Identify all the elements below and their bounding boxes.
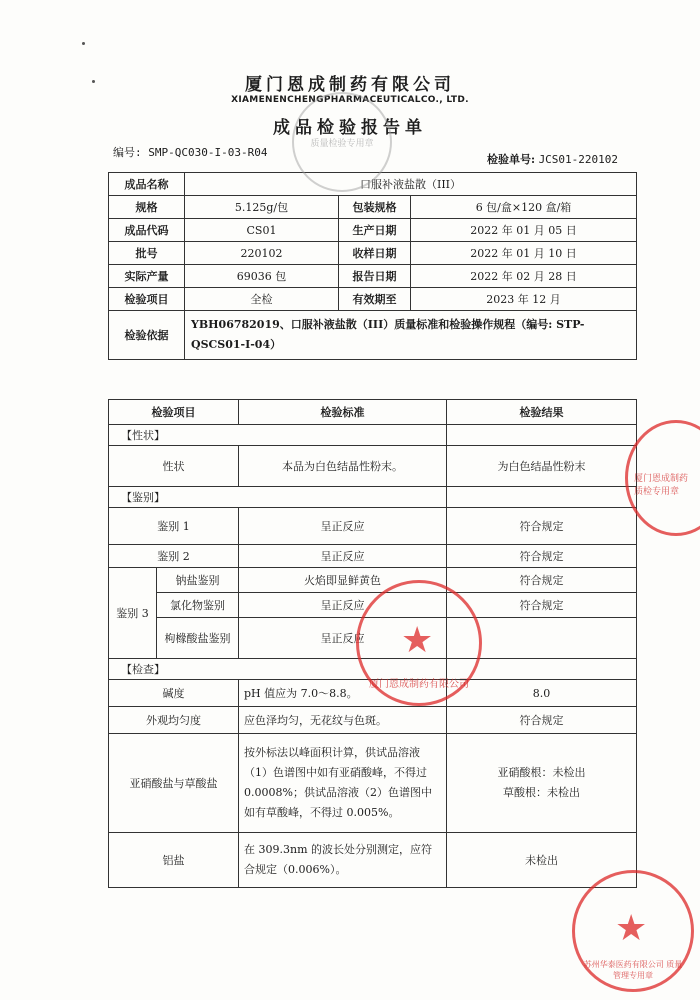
alkalinity-item: 碱度	[109, 680, 239, 707]
inspector-seal-text: 苏州华泰医药有限公司 质量管理专用章	[583, 960, 683, 980]
product-name-label: 成品名称	[109, 173, 185, 196]
nitrite-item: 亚硝酸盐与草酸盐	[109, 734, 239, 833]
pack-spec-value: 6 包/盒×120 盒/箱	[411, 196, 637, 219]
pack-spec-label: 包装规格	[339, 196, 411, 219]
report-date-value: 2022 年 02 月 28 日	[411, 265, 637, 288]
id1-standard: 呈正反应	[239, 508, 447, 545]
uniformity-standard: 应色泽均匀，无花纹与色斑。	[239, 707, 447, 734]
company-name-en: XIAMENENCHENGPHARMACEUTICALCO., LTD.	[231, 95, 469, 105]
id2-standard: 呈正反应	[239, 545, 447, 568]
aluminum-result: 未检出	[447, 833, 637, 888]
report-number-value: JCS01-220102	[538, 153, 619, 166]
sampling-date-value: 2022 年 01 月 10 日	[411, 242, 637, 265]
col-header-item: 检验项目	[109, 400, 239, 425]
col-header-result: 检验结果	[447, 400, 637, 425]
table-row	[109, 734, 637, 833]
company-name-cn: 厦门恩成制药有限公司	[245, 75, 455, 95]
company-seal-stamp	[356, 580, 482, 706]
document-code: 编号: SMP-QC030-I-03-R04	[113, 146, 268, 159]
qa-seal-stamp	[292, 92, 392, 192]
uniformity-result: 符合规定	[447, 707, 637, 734]
appearance-standard: 本品为白色结晶性粉末。	[239, 446, 447, 487]
sodium-standard: 火焰即显鲜黄色	[239, 568, 447, 593]
spec-value: 5.125g/包	[185, 196, 339, 219]
aluminum-item: 铝盐	[109, 833, 239, 888]
product-code-value: CS01	[185, 219, 339, 242]
section-row	[109, 487, 637, 508]
validity-value: 2023 年 12 月	[411, 288, 637, 311]
product-name-value: 口服补液盐散（III）	[185, 173, 637, 196]
spec-label: 规格	[109, 196, 185, 219]
table-row	[109, 508, 637, 545]
uniformity-item: 外观均匀度	[109, 707, 239, 734]
chloride-item: 氯化物鉴别	[157, 593, 239, 618]
report-date-label: 报告日期	[339, 265, 411, 288]
product-code-label: 成品代码	[109, 219, 185, 242]
nitrite-result	[447, 734, 637, 833]
table-row	[109, 707, 637, 734]
sampling-date-label: 收样日期	[339, 242, 411, 265]
table-row	[109, 288, 637, 311]
chloride-standard: 呈正反应	[239, 593, 447, 618]
table-row	[109, 242, 637, 265]
table-row	[109, 265, 637, 288]
table-row	[109, 446, 637, 487]
citrate-standard: 呈正反应	[239, 618, 447, 659]
test-items-value: 全检	[185, 288, 339, 311]
table-row	[109, 568, 637, 593]
citrate-item: 枸橼酸盐鉴别	[157, 618, 239, 659]
section-row	[109, 425, 637, 446]
nitrite-standard: 按外标法以峰面积计算，供试品溶液（1）色谱图中如有亚硝酸峰，不得过 0.0008%；供试品溶液（2）色谱图中如有草酸峰，不得过 0.005%。	[239, 734, 447, 833]
batch-label: 批号	[109, 242, 185, 265]
section-identification: 【鉴别】	[109, 487, 239, 508]
oxalate-result-line: 草酸根：未检出	[503, 786, 580, 799]
alkalinity-standard: pH 值应为 7.0～8.8。	[239, 680, 447, 707]
qa-seal-text: 质量检验专用章	[310, 139, 374, 149]
validity-label: 有效期至	[339, 288, 411, 311]
company-seal-text: 厦门恩成制药有限公司	[369, 679, 469, 690]
product-info-table	[108, 172, 637, 360]
id2-result: 符合规定	[447, 545, 637, 568]
id1-result: 符合规定	[447, 508, 637, 545]
side-seal-text: 厦门恩成制药 质检专用章	[634, 474, 689, 497]
col-header-standard: 检验标准	[239, 400, 447, 425]
inspector-seal-stamp	[572, 870, 694, 992]
basis-label: 检验依据	[109, 311, 185, 360]
batch-value: 220102	[185, 242, 339, 265]
table-row	[109, 833, 637, 888]
aluminum-standard: 在 309.3nm 的波长处分别测定，应符合规定（0.006%）。	[239, 833, 447, 888]
table-row	[109, 219, 637, 242]
star-icon: ★	[615, 908, 648, 949]
scan-speck	[82, 42, 85, 45]
star-icon: ★	[401, 620, 434, 661]
table-header-row	[109, 400, 637, 425]
alkalinity-result: 8.0	[447, 680, 637, 707]
appearance-item: 性状	[109, 446, 239, 487]
sodium-result: 符合规定	[447, 568, 637, 593]
actual-output-label: 实际产量	[109, 265, 185, 288]
report-number	[487, 151, 618, 167]
table-row	[109, 196, 637, 219]
appearance-result: 为白色结晶性粉末	[447, 446, 637, 487]
production-date-value: 2022 年 01 月 05 日	[411, 219, 637, 242]
id2-item: 鉴别 2	[109, 545, 239, 568]
id1-item: 鉴别 1	[109, 508, 239, 545]
sodium-item: 钠盐鉴别	[157, 568, 239, 593]
nitrite-result-line: 亚硝酸根：未检出	[497, 766, 586, 779]
chloride-result: 符合规定	[447, 593, 637, 618]
id3-item: 鉴别 3	[109, 568, 157, 659]
basis-value: YBH06782019、口服补液盐散（III）质量标准和检验操作规程（编号: STP-QSCS01-I-04）	[185, 311, 637, 360]
table-row	[109, 545, 637, 568]
report-number-label: 检验单号:	[487, 153, 536, 166]
section-appearance: 【性状】	[109, 425, 239, 446]
document-title: 成品检验报告单	[273, 118, 427, 138]
section-inspection: 【检查】	[109, 659, 239, 680]
actual-output-value: 69036 包	[185, 265, 339, 288]
production-date-label: 生产日期	[339, 219, 411, 242]
table-row	[109, 311, 637, 360]
test-items-label: 检验项目	[109, 288, 185, 311]
